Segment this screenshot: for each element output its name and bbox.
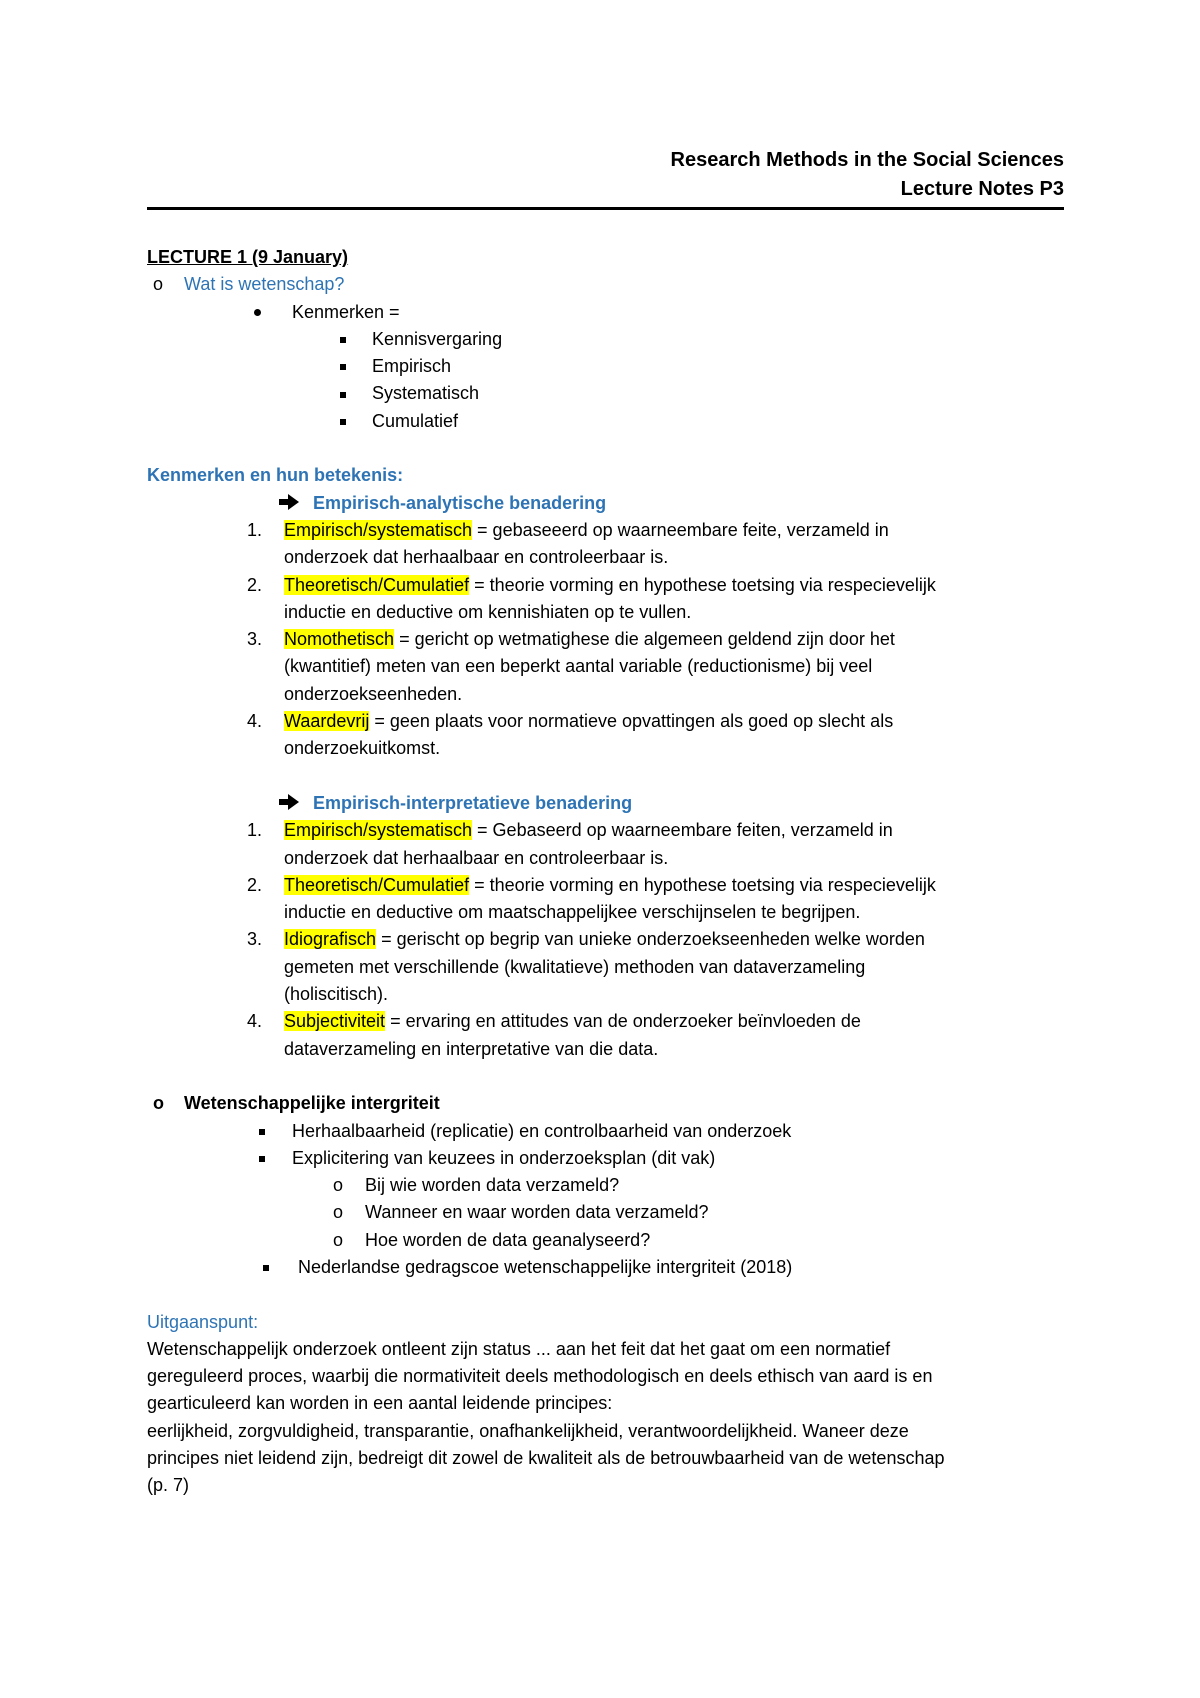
item-number: 4. xyxy=(247,1011,263,1032)
kenmerk-text: Cumulatief xyxy=(372,410,459,431)
list-item-continuation xyxy=(147,981,1077,1008)
list-item xyxy=(147,1227,1077,1254)
paragraph-line: gereguleerd proces, waarbij die normativiteit deels methodologisch en deels ethisch van aard is en xyxy=(147,1366,933,1387)
list-item xyxy=(147,708,1077,735)
interpretive-heading: Empirisch-interpretatieve benadering xyxy=(313,792,633,813)
term-highlight: Subjectiviteit xyxy=(284,1011,386,1032)
list-item xyxy=(147,1172,1077,1199)
list-item-continuation xyxy=(147,681,1077,708)
item-number: 3. xyxy=(247,629,263,650)
list-item xyxy=(147,926,1077,953)
dot-bullet-icon xyxy=(254,299,261,326)
list-item-continuation xyxy=(147,544,1077,571)
paragraph-line: (p. 7) xyxy=(147,1475,190,1496)
kenmerk-text: Systematisch xyxy=(372,383,480,404)
integrity-item: Nederlandse gedragscoe wetenschappelijke intergriteit (2018) xyxy=(298,1256,793,1277)
term-highlight: Empirisch/systematisch xyxy=(284,820,473,841)
definition-text: inductie en deductive om maatschappelijkee verschijnselen te begrijpen. xyxy=(284,902,861,923)
term-highlight: Theoretisch/Cumulatief xyxy=(284,874,470,895)
analytic-heading-row xyxy=(147,490,1077,517)
list-item xyxy=(147,1254,1077,1281)
square-bullet-icon xyxy=(340,408,346,435)
item-number: 3. xyxy=(247,929,263,950)
circle-bullet-icon: o xyxy=(333,1229,344,1250)
term-highlight: Nomothetisch xyxy=(284,629,395,650)
definition-text: (kwantitief) meten van een beperkt aantal variable (reductionisme) bij veel xyxy=(284,656,873,677)
list-item xyxy=(147,1199,1077,1226)
list-item xyxy=(147,817,1077,844)
square-bullet-icon xyxy=(340,380,346,407)
list-item-continuation xyxy=(147,735,1077,762)
arrow-right-icon xyxy=(278,790,300,817)
document-header xyxy=(147,146,1064,204)
integrity-subitem: Bij wie worden data verzameld? xyxy=(365,1175,620,1196)
uitgangspunt-label: Uitgaanspunt: xyxy=(147,1311,259,1332)
integrity-subitem: Hoe worden de data geanalyseerd? xyxy=(365,1229,651,1250)
list-item-continuation xyxy=(147,599,1077,626)
list-item xyxy=(147,1118,1077,1145)
notes-title: Lecture Notes P3 xyxy=(900,178,1064,200)
definition-text: = gerischt op begrip van unieke onderzoekseenheden welke worden xyxy=(376,929,925,950)
integrity-item: Explicitering van keuzees in onderzoeksplan (dit vak) xyxy=(292,1147,716,1168)
list-item xyxy=(147,1145,1077,1172)
course-title: Research Methods in the Social Sciences xyxy=(670,149,1064,171)
arrow-right-icon xyxy=(278,490,300,517)
list-item-continuation xyxy=(147,845,1077,872)
definition-text: onderzoek dat herhaalbaar en controleerbaar is. xyxy=(284,547,669,568)
circle-bullet-icon: o xyxy=(153,1093,164,1114)
integrity-item: Herhaalbaarheid (replicatie) en controlbaarheid van onderzoek xyxy=(292,1120,792,1141)
definition-text: = Gebaseerd op waarneembare feiten, verzameld in xyxy=(472,820,893,841)
interpretive-heading-row xyxy=(147,790,1077,817)
item-number: 2. xyxy=(247,574,263,595)
list-item xyxy=(147,1008,1077,1035)
item-number: 4. xyxy=(247,711,263,732)
definition-text: = geen plaats voor normatieve opvattingen als goed op slecht als xyxy=(369,711,894,732)
definition-text: inductie en deductive om kennishiaten op te vullen. xyxy=(284,601,692,622)
list-item xyxy=(147,408,1077,435)
square-bullet-icon xyxy=(263,1254,269,1281)
question-row xyxy=(147,271,1077,298)
kenmerk-text: Empirisch xyxy=(372,356,452,377)
square-bullet-icon xyxy=(259,1118,265,1145)
question-text: Wat is wetenschap? xyxy=(184,274,345,295)
document-body xyxy=(147,244,1077,1500)
header-rule xyxy=(147,207,1064,210)
paragraph-line: gearticuleerd kan worden in een aantal leidende principes: xyxy=(147,1393,613,1414)
kenmerken-label: Kenmerken = xyxy=(292,301,400,322)
paragraph-line: Wetenschappelijk onderzoek ontleent zijn status ... aan het feit dat het gaat om een normatief xyxy=(147,1338,891,1359)
kenmerk-text: Kennisvergaring xyxy=(372,328,503,349)
square-bullet-icon xyxy=(259,1145,265,1172)
square-bullet-icon xyxy=(340,326,346,353)
definition-text: = gebaseeerd op waarneembare feite, verzameld in xyxy=(472,519,889,540)
section-title: Kenmerken en hun betekenis: xyxy=(147,465,404,486)
integrity-title: Wetenschappelijke intergriteit xyxy=(184,1093,440,1114)
list-item xyxy=(147,572,1077,599)
list-item-continuation xyxy=(147,1036,1077,1063)
definition-text: = theorie vorming en hypothese toetsing via respecievelijk xyxy=(469,574,936,595)
list-item-continuation xyxy=(147,653,1077,680)
definition-text: = ervaring en attitudes van de onderzoeker beïnvloeden de xyxy=(385,1011,861,1032)
paragraph-line: principes niet leidend zijn, bedreigt dit zowel de kwaliteit als de betrouwbaarheid van de wetenschap xyxy=(147,1448,945,1469)
lecture-title: LECTURE 1 (9 January) xyxy=(147,247,349,267)
list-item xyxy=(147,517,1077,544)
circle-bullet-icon: o xyxy=(333,1202,344,1223)
integrity-subitem: Wanneer en waar worden data verzameld? xyxy=(365,1202,709,1223)
square-bullet-icon xyxy=(340,353,346,380)
circle-bullet-icon: o xyxy=(333,1175,344,1196)
list-item xyxy=(147,326,1077,353)
term-highlight: Empirisch/systematisch xyxy=(284,519,473,540)
definition-text: (holiscitisch). xyxy=(284,984,389,1005)
term-highlight: Waardevrij xyxy=(284,711,370,732)
kenmerken-row xyxy=(147,299,1077,326)
definition-text: onderzoek dat herhaalbaar en controleerbaar is. xyxy=(284,847,669,868)
list-item xyxy=(147,872,1077,899)
integrity-heading-row xyxy=(147,1090,1077,1117)
list-item xyxy=(147,380,1077,407)
circle-bullet-icon: o xyxy=(153,274,164,295)
term-highlight: Idiografisch xyxy=(284,929,377,950)
list-item xyxy=(147,353,1077,380)
list-item-continuation xyxy=(147,954,1077,981)
list-item-continuation xyxy=(147,899,1077,926)
list-item xyxy=(147,626,1077,653)
item-number: 1. xyxy=(247,820,263,841)
definition-text: = gericht op wetmatighese die algemeen geldend zijn door het xyxy=(394,629,895,650)
definition-text: = theorie vorming en hypothese toetsing via respecievelijk xyxy=(469,874,936,895)
item-number: 2. xyxy=(247,874,263,895)
term-highlight: Theoretisch/Cumulatief xyxy=(284,574,470,595)
definition-text: onderzoekseenheden. xyxy=(284,683,463,704)
definition-text: gemeten met verschillende (kwalitatieve) methoden van dataverzameling xyxy=(284,956,866,977)
analytic-heading: Empirisch-analytische benadering xyxy=(313,492,607,513)
paragraph-line: eerlijkheid, zorgvuldigheid, transparantie, onafhankelijkheid, verantwoordelijkheid. Waneer deze xyxy=(147,1420,909,1441)
definition-text: onderzoekuitkomst. xyxy=(284,738,441,759)
item-number: 1. xyxy=(247,519,263,540)
definition-text: dataverzameling en interpretative van die data. xyxy=(284,1038,659,1059)
